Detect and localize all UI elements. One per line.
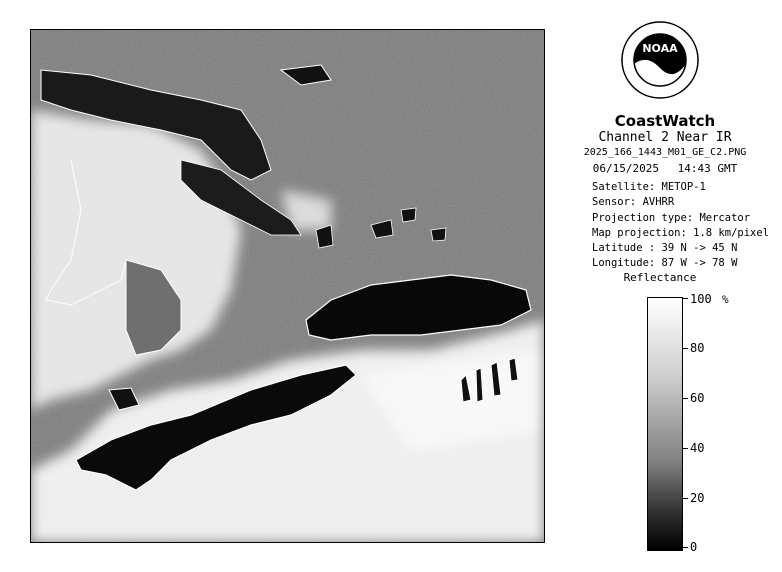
colorbar-tick <box>682 547 688 548</box>
satellite-info: Satellite: METOP-1 <box>592 181 706 193</box>
projection-info: Projection type: Mercator <box>592 212 751 224</box>
noaa-seal-icon <box>620 20 700 100</box>
time-value: 14:43 GMT <box>677 162 738 175</box>
longitude-info: Longitude: 87 W -> 78 W <box>592 257 738 269</box>
date-time <box>560 162 770 175</box>
colorbar-tick <box>682 498 688 499</box>
file-name: 2025_166_1443_M01_GE_C2.PNG <box>583 147 747 158</box>
reflectance-colorbar <box>647 297 683 551</box>
sensor-info: Sensor: AVHRR <box>592 196 675 208</box>
map-projection-info: Map projection: 1.8 km/pixel <box>592 227 770 239</box>
colorbar-tick-label: 60 <box>690 391 705 405</box>
product-title: CoastWatch <box>614 112 716 130</box>
colorbar-tick-label: 0 <box>690 540 698 554</box>
colorbar-tick <box>682 398 688 399</box>
logo-text: NOAA <box>642 42 678 55</box>
colorbar-tick <box>682 448 688 449</box>
colorbar-tick-label: 100 <box>690 292 712 306</box>
latitude-info: Latitude : 39 N -> 45 N <box>592 242 738 254</box>
channel-label: Channel 2 Near IR <box>598 130 732 145</box>
colorbar-tick <box>682 298 688 299</box>
colorbar-tick-label: 40 <box>690 441 705 455</box>
great-lakes-map <box>31 30 544 542</box>
colorbar-tick <box>682 348 688 349</box>
colorbar-title: Reflectance <box>623 271 697 284</box>
colorbar-tick-label: 80 <box>690 341 705 355</box>
colorbar-unit: % <box>722 293 729 306</box>
date-value: 06/15/2025 <box>592 162 659 175</box>
colorbar-tick-label: 20 <box>690 491 705 505</box>
satellite-image <box>30 29 545 543</box>
noaa-logo <box>620 20 700 100</box>
